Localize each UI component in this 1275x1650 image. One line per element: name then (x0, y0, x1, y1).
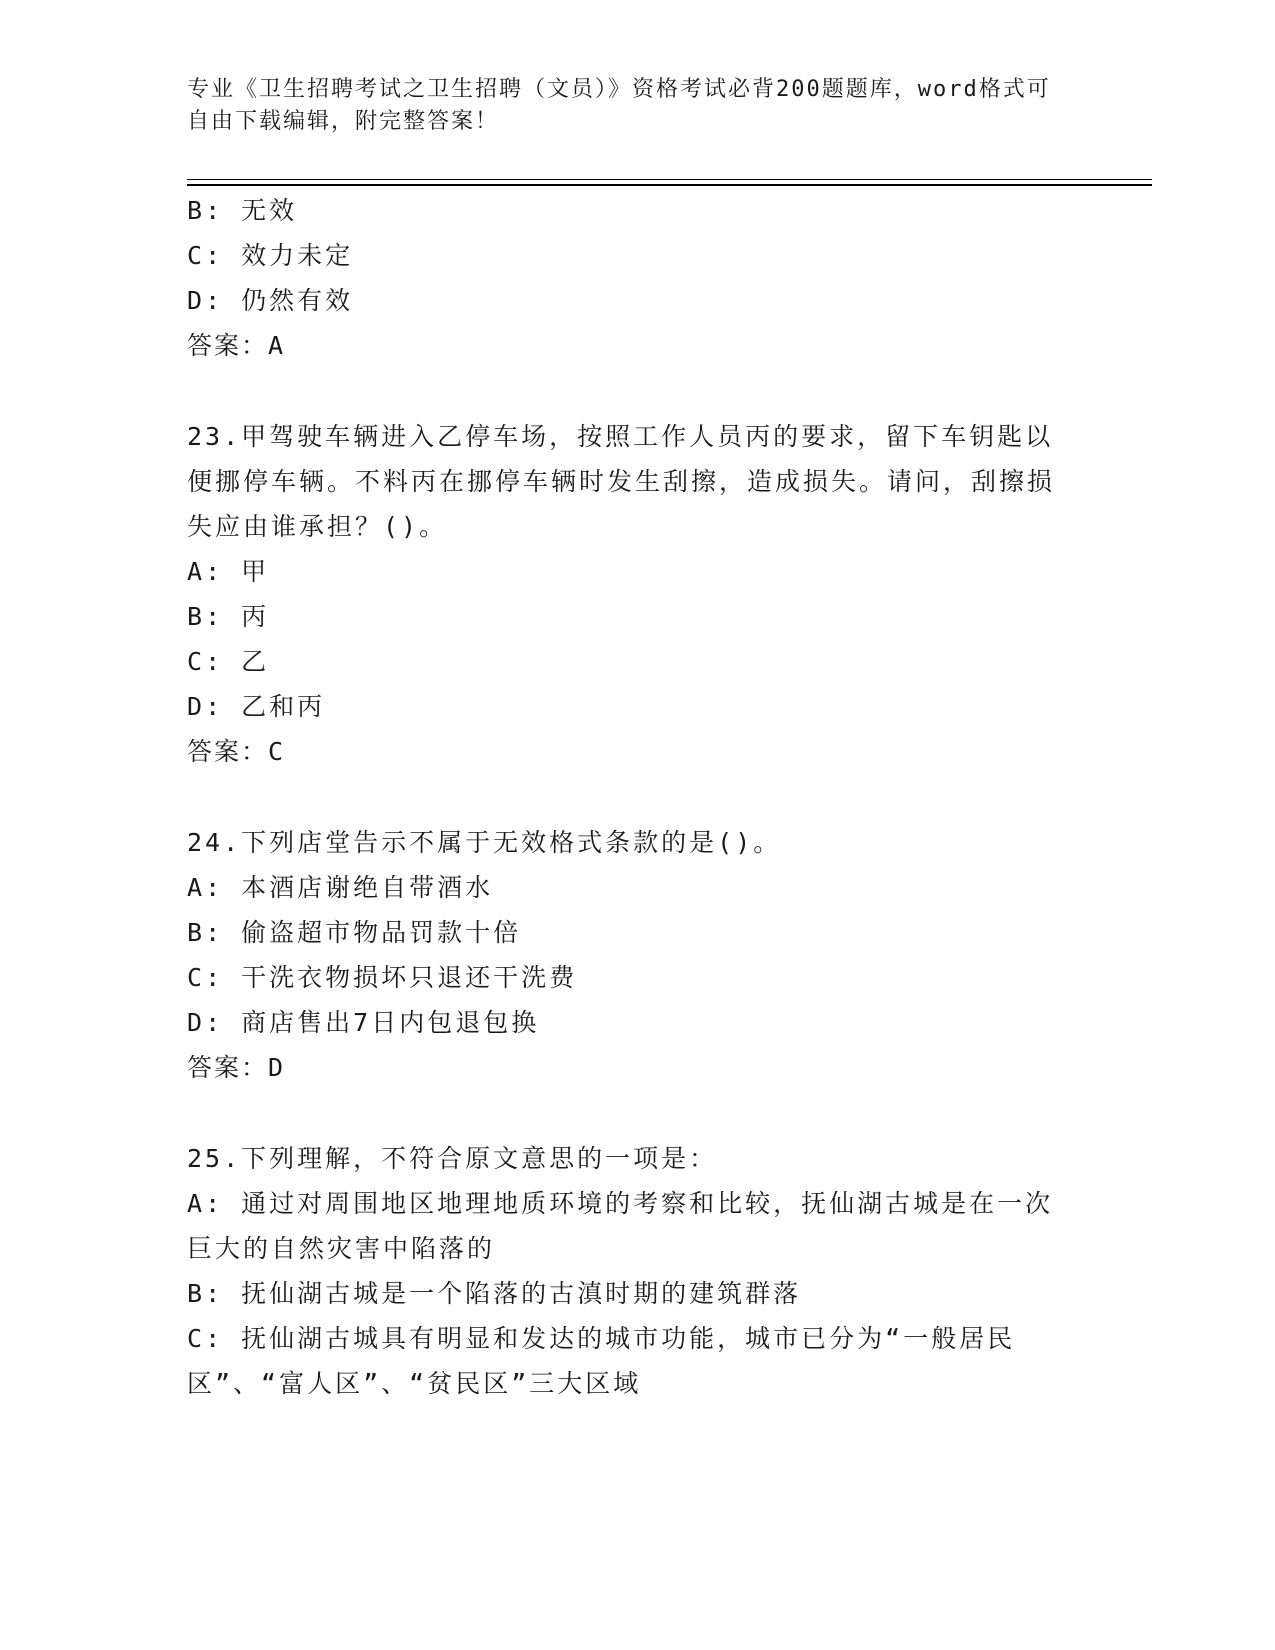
question-25 (187, 1136, 1077, 1406)
option-d: D: 仍然有效 (187, 286, 354, 315)
option-b: B: 抚仙湖古城是一个陷落的古滇时期的建筑群落 (187, 1279, 802, 1308)
answer-line: 答案：C (187, 737, 286, 766)
option-b: B: 偷盗超市物品罚款十倍 (187, 918, 522, 947)
option-c: C: 抚仙湖古城具有明显和发达的城市功能，城市已分为“一般居民区”、“富人区”、“贫民区”三大区域 (187, 1324, 1016, 1398)
option-c: C: 干洗衣物损坏只退还干洗费 (187, 963, 578, 992)
prev-question-tail (187, 188, 1077, 368)
question-stem: 23.甲驾驶车辆进入乙停车场，按照工作人员丙的要求，留下车钥匙以便挪停车辆。不料丙在挪停车辆时发生刮擦，造成损失。请问，刮擦损失应由谁承担？()。 (187, 422, 1056, 541)
answer-line: 答案：D (187, 1053, 286, 1082)
answer-line: 答案：A (187, 331, 286, 360)
document-header (187, 74, 1067, 138)
header-divider-thin (187, 179, 1152, 180)
option-a: A: 甲 (187, 557, 270, 586)
question-24 (187, 820, 1077, 1090)
header-divider-thick (187, 184, 1152, 186)
option-b: B: 无效 (187, 196, 298, 225)
option-a: A: 本酒店谢绝自带酒水 (187, 873, 494, 902)
header-title: 专业《卫生招聘考试之卫生招聘（文员）》资格考试必背200题题库，word格式可自由下载编辑，附完整答案！ (187, 77, 1051, 134)
option-c: C: 效力未定 (187, 241, 354, 270)
document-body (187, 188, 1077, 1406)
question-stem: 25.下列理解，不符合原文意思的一项是： (187, 1144, 718, 1173)
option-d: D: 商店售出7日内包退包换 (187, 1008, 540, 1037)
option-c: C: 乙 (187, 647, 270, 676)
question-stem: 24.下列店堂告示不属于无效格式条款的是()。 (187, 828, 782, 857)
option-b: B: 丙 (187, 602, 270, 631)
option-a: A: 通过对周围地区地理地质环境的考察和比较，抚仙湖古城是在一次巨大的自然灾害中陷落的 (187, 1189, 1054, 1263)
option-d: D: 乙和丙 (187, 692, 326, 721)
question-23 (187, 414, 1077, 774)
